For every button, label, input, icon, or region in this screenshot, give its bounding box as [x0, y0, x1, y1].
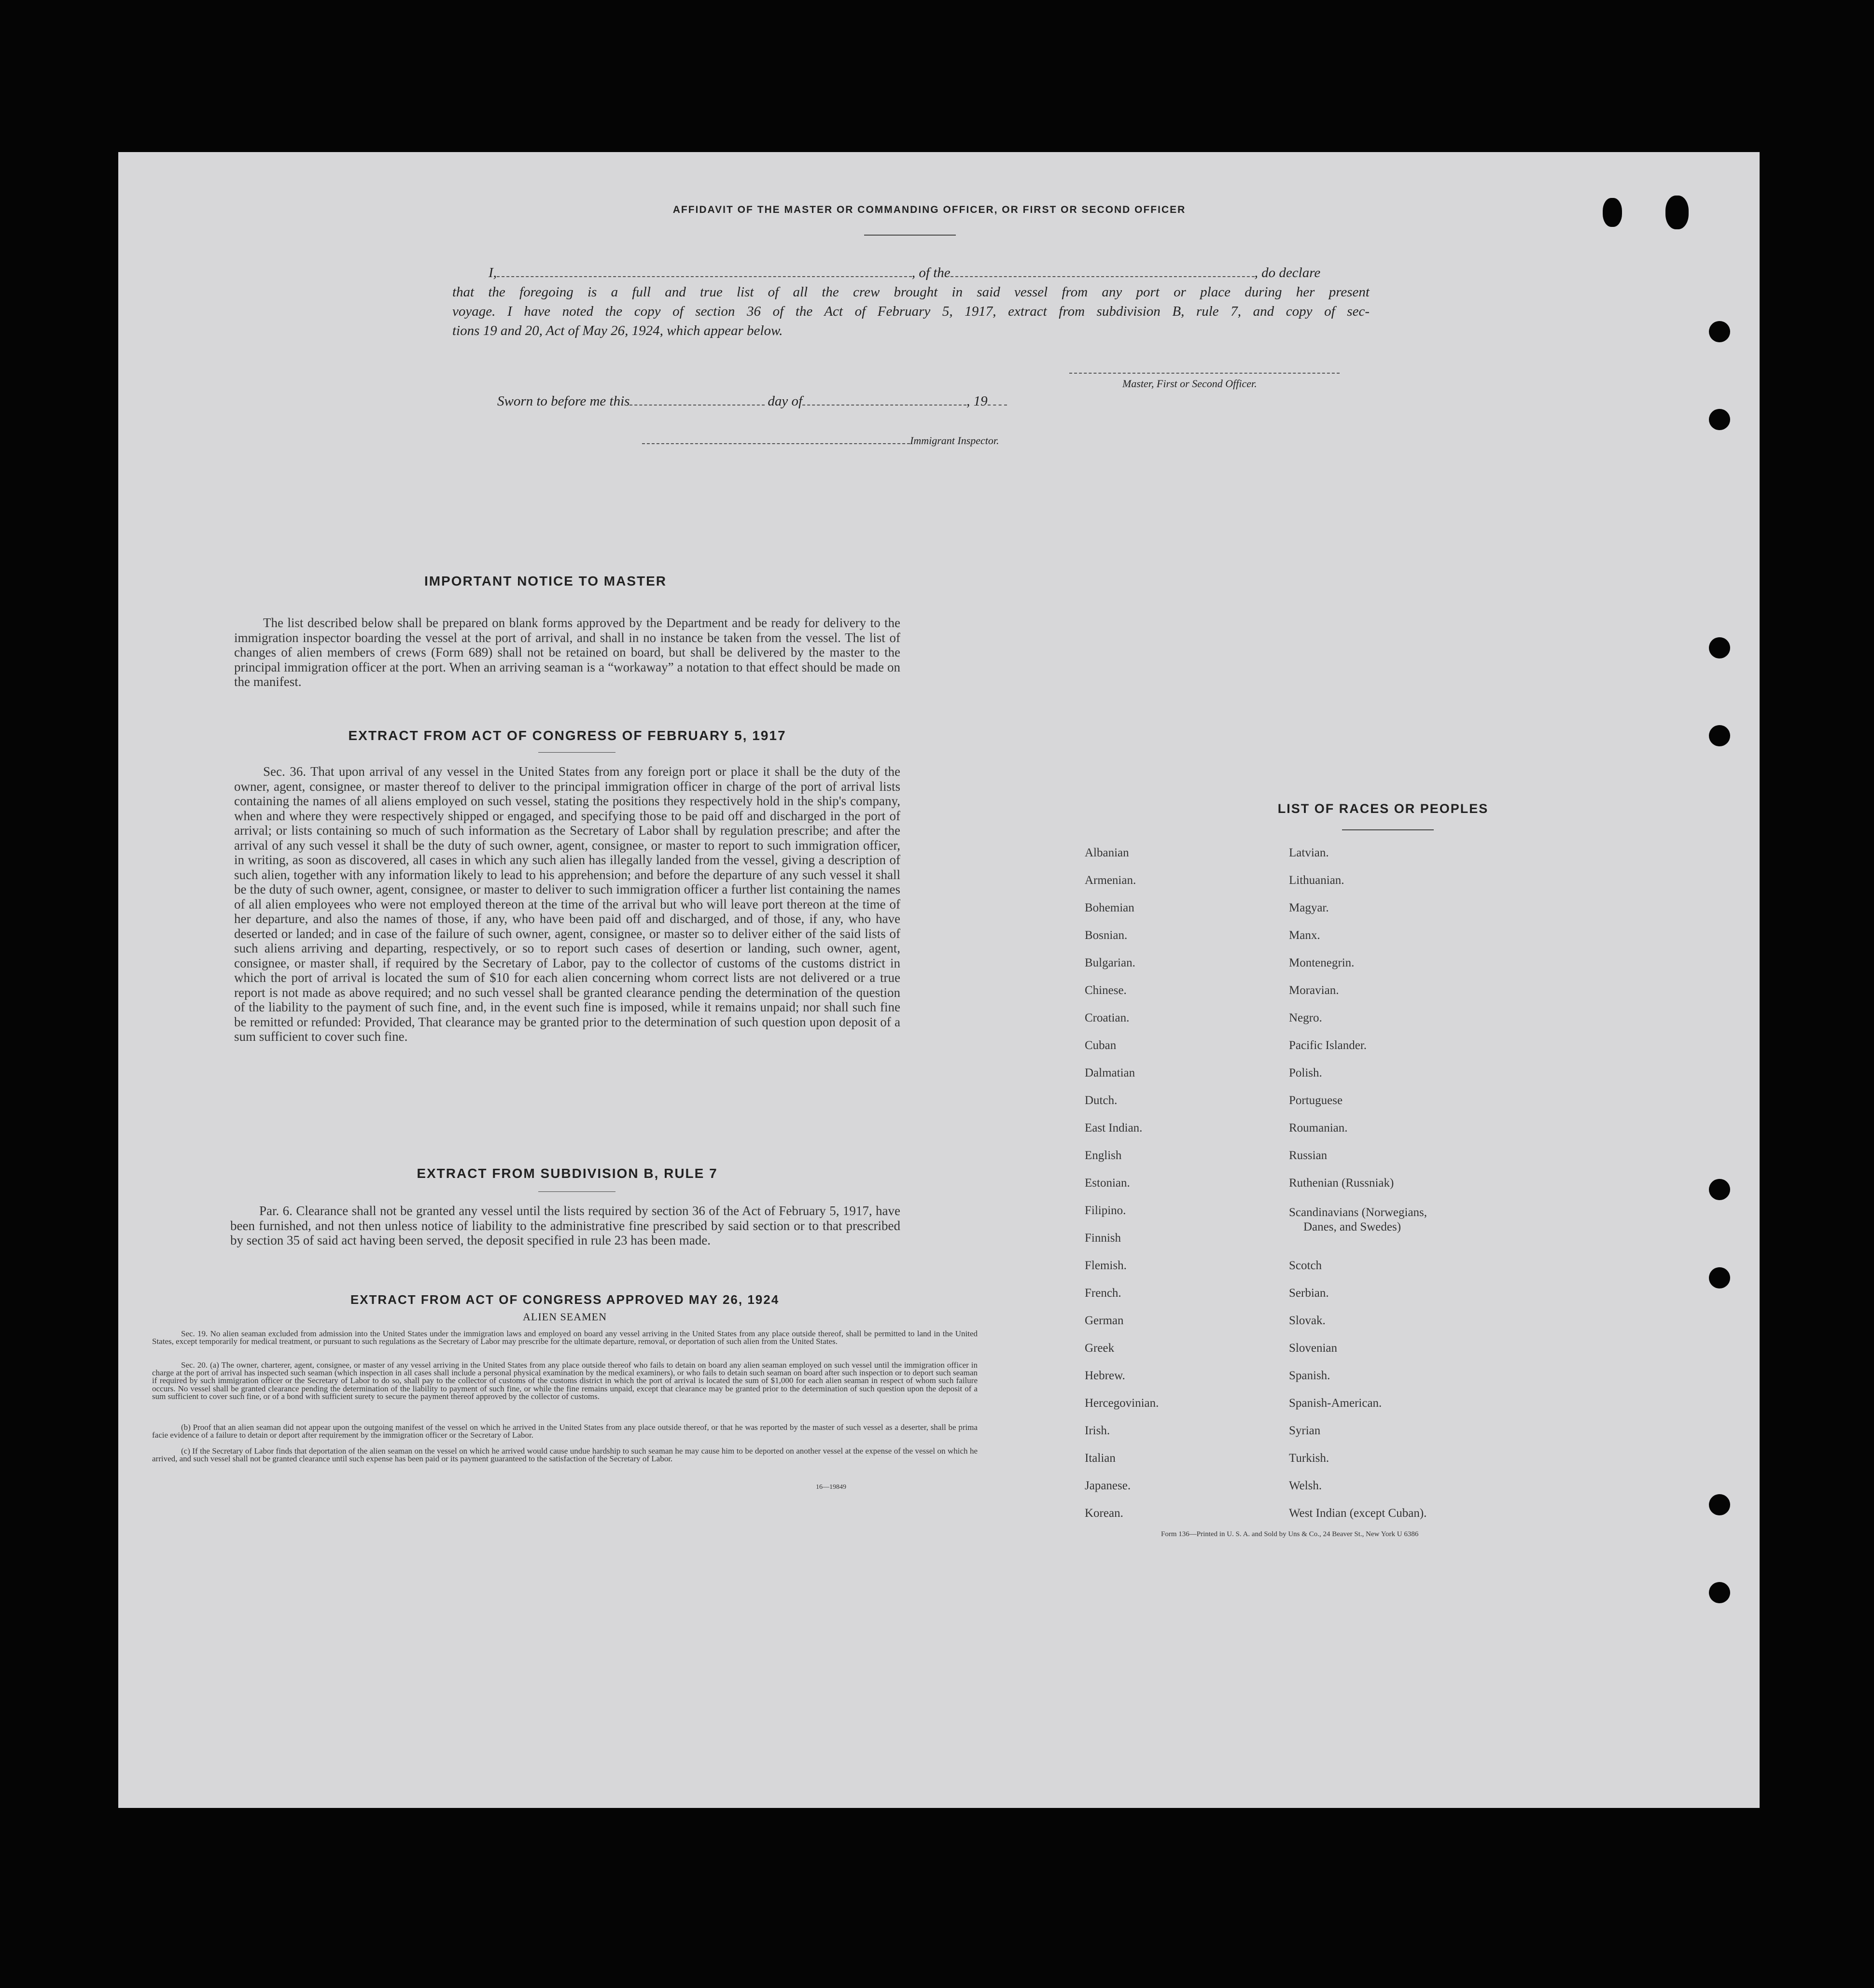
race-item: Croatian. — [1085, 1011, 1130, 1024]
race-item: Dutch. — [1085, 1094, 1118, 1107]
race-item: French. — [1085, 1287, 1121, 1300]
race-item: Greek — [1085, 1342, 1115, 1355]
race-item: Bohemian — [1085, 901, 1134, 914]
race-item: Japanese. — [1085, 1479, 1131, 1492]
race-item: Bulgarian. — [1085, 956, 1135, 969]
race-item: Irish. — [1085, 1424, 1110, 1437]
sworn-line — [497, 393, 1007, 409]
inspector-label: Immigrant Inspector. — [910, 434, 999, 447]
affidavit-declare: , do declare — [1254, 265, 1321, 280]
affidavit-title: AFFIDAVIT OF THE MASTER OR COMMANDING OFFICER, OR FIRST OR SECOND OFFICER — [672, 204, 1186, 215]
race-item: Finnish — [1085, 1232, 1121, 1245]
race-item: German — [1085, 1314, 1124, 1327]
sworn-day-field[interactable] — [629, 405, 765, 406]
name-field[interactable] — [497, 276, 912, 277]
extract-1924-sec19: Sec. 19. No alien seaman excluded from admission into the United States under the immigration laws and employed on board any vessel arriving in the United States from any place outside thereof, shall be permitted to land in the United States, except temporarily for medical treatment, or pursuant to such regulations as the Secretary of Labor may prescribe for the ultimate departure, removal, or deportation of such alien from the United States. — [152, 1329, 978, 1346]
races-title: LIST OF RACES OR PEOPLES — [1277, 801, 1489, 816]
year-text: , 19 — [966, 393, 988, 409]
race-item: Scotch — [1289, 1259, 1322, 1272]
race-item: Chinese. — [1085, 984, 1127, 997]
vessel-field[interactable] — [951, 276, 1255, 277]
race-item: Spanish-American. — [1289, 1397, 1382, 1410]
race-item: Polish. — [1289, 1066, 1322, 1079]
race-item: Roumanian. — [1289, 1121, 1348, 1134]
race-item: Serbian. — [1289, 1287, 1329, 1300]
race-item: Magyar. — [1289, 901, 1329, 914]
divider — [538, 1191, 615, 1192]
race-item: Armenian. — [1085, 874, 1136, 887]
race-item: Spanish. — [1289, 1369, 1330, 1382]
race-item: Lithuanian. — [1289, 874, 1344, 887]
race-item: Italian — [1085, 1452, 1116, 1465]
extract-1924-title: EXTRACT FROM ACT OF CONGRESS APPROVED MAY 26, 1924 — [350, 1292, 780, 1307]
race-item: Flemish. — [1085, 1259, 1127, 1272]
binder-hole — [1709, 637, 1730, 658]
extract-1924-sec20b: (b) Proof that an alien seaman did not appear upon the outgoing manifest of the vessel on which he arrived in the United States from any place outside thereof, or that he was reported by the master of such vessel as a deserter, shall be prima facie evidence of a failure to detain or deport after requirement by the immigration officer or the Secretary of Labor. — [152, 1423, 978, 1440]
extract-1917-text: Sec. 36. That upon arrival of any vessel in the United States from any foreign port or place it shall be the duty of the owner, agent, consignee, or master thereof to deliver to the principal immigration officer in charge of the port of arrival lists containing the names of all aliens employed on such vessel, stating the positions they respectively hold in the ship's company, when and where they were respectively shipped or engaged, and specifying those to be paid off and discharged in the port of arrival; or lists containing so much of such information as the Secretary of Labor shall by regulation prescribe; and after the arrival of any such vessel it shall be the duty of such owner, agent, consignee, or master to report to such immigration officer, in writing, as soon as discovered, all cases in which any such alien has illegally landed from the vessel, giving a description of such alien, together with any information likely to lead to his apprehension; and before the departure of any such vessel it shall be the duty of such owner, agent, consignee, or master to deliver to such immigration officer a further list containing the names of all alien employees who were not employed thereon at the time of the arrival but who will leave port thereon at the time of her departure, and also the names of those, if any, who have been paid off and discharged, and of those, if any, who have deserted or landed; and in case of the failure of such owner, agent, consignee, or master so to deliver either of the said lists of such aliens arriving and departing, respectively, or so to report such cases of desertion or landing, such owner, agent, consignee, or master shall, if required by the Secretary of Labor, pay to the collector of customs of the customs district in which the port of arrival is located the sum of $10 for each alien concerning whom correct lists are not delivered or a true report is not made as above required; and no such vessel shall be granted clearance pending the determination of the question of the liability to the payment of such fine, and, in the event such fine is imposed, while it remains unpaid; nor shall such fine be remitted or refunded: Provided, That clearance may be granted prior to the determination of such question upon deposit of a sum sufficient to cover such fine. — [234, 764, 900, 1044]
notice-text: The list described below shall be prepared on blank forms approved by the Department and be ready for delivery to the immigration inspector boarding the vessel at the port of arrival, and shall in no instance be taken from the vessel. The list of changes of alien members of crews (Form 689) shall not be retained on board, but shall be delivered by the master to the principal immigration officer at the port. When an arriving seaman is a “workaway” a notation to that effect should be made on the manifest. — [234, 616, 900, 689]
subdivision-b-title: EXTRACT FROM SUBDIVISION B, RULE 7 — [417, 1166, 718, 1181]
race-item: Ruthenian (Russniak) — [1289, 1176, 1394, 1190]
race-item: Filipino. — [1085, 1204, 1126, 1217]
document-page — [118, 152, 1760, 1808]
inspector-line — [642, 434, 999, 447]
master-label: Master, First or Second Officer. — [1122, 378, 1257, 390]
notice-title: IMPORTANT NOTICE TO MASTER — [424, 574, 667, 588]
race-item: Dalmatian — [1085, 1066, 1135, 1079]
extract-1924-subtitle: ALIEN SEAMEN — [523, 1311, 607, 1323]
race-item: Danes, and Swedes) — [1303, 1220, 1401, 1233]
race-item: Hebrew. — [1085, 1369, 1125, 1382]
master-signature-line[interactable] — [1069, 373, 1340, 374]
race-item: East Indian. — [1085, 1121, 1143, 1134]
sworn-text: Sworn to before me this — [497, 393, 630, 409]
extract-1924-sec20c: (c) If the Secretary of Labor finds that deportation of the alien seaman on the vessel on which he arrived would cause undue hardship to such seaman he may cause him to be deported on another vessel at the expense of the vessel on which he arrived, and such vessel shall not be granted clearance until such expense has been paid or its payment guaranteed to the satisfaction of the Secretary of Labor. — [152, 1446, 978, 1464]
sworn-year-field[interactable] — [988, 405, 1007, 406]
race-item: Negro. — [1289, 1011, 1322, 1024]
race-item: Turkish. — [1289, 1452, 1329, 1465]
binder-hole — [1709, 409, 1730, 430]
binder-hole — [1709, 725, 1730, 746]
affidavit-of-the: , of the — [911, 265, 951, 280]
race-item: Manx. — [1289, 929, 1320, 942]
day-of-text: day of — [768, 393, 803, 409]
affidavit-line-4: tions 19 and 20, Act of May 26, 1924, which appear below. — [452, 323, 783, 338]
race-item: Moravian. — [1289, 984, 1339, 997]
race-item: Syrian — [1289, 1424, 1321, 1437]
race-item: Latvian. — [1289, 846, 1329, 859]
affidavit-i: I, — [489, 265, 497, 280]
race-item: Albanian — [1085, 846, 1129, 859]
race-item: West Indian (except Cuban). — [1289, 1507, 1427, 1520]
affidavit-line-3: voyage. I have noted the copy of section 36 of the Act of February 5, 1917, extract from subdivision B, rule 7, and copy of sec- — [452, 304, 1370, 319]
race-item: Bosnian. — [1085, 929, 1128, 942]
divider — [538, 752, 615, 753]
binder-hole — [1709, 321, 1730, 342]
race-item: Welsh. — [1289, 1479, 1322, 1492]
binder-hole — [1603, 198, 1622, 227]
race-item: Korean. — [1085, 1507, 1123, 1520]
race-item: Scandinavians (Norwegians, — [1289, 1206, 1427, 1219]
subdivision-b-text: Par. 6. Clearance shall not be granted any vessel until the lists required by section 36 of the Act of February 5, 1917, have been furnished, and not then unless notice of liability to the administrative fine prescribed by said section or to that prescribed by section 35 of said act having been served, the deposit specified in rule 23 has been made. — [230, 1204, 900, 1247]
race-item: Russian — [1289, 1149, 1328, 1162]
affidavit-line-2: that the foregoing is a full and true list of all the crew brought in said vessel from any port or place during her present — [452, 284, 1370, 300]
divider — [864, 235, 956, 236]
extract-1924-sec20a: Sec. 20. (a) The owner, charterer, agent, consignee, or master of any vessel arriving in the United States from any place outside thereof who fails to detain on board any alien seaman employed on such vessel until the immigration officer in charge at the port of arrival has inspected such seaman (which inspection in all cases shall include a personal physical examination by the medical examiners), or who fails to detain such seaman on board after such inspection or to deport such seaman if required by such immigration officer or the Secretary of Labor to do so, shall pay to the collector of customs of the customs district in which the port of arrival is located the sum of $1,000 for each alien seaman in respect of whom such failure occurs. No vessel shall be granted clearance pending the determination of the liability to payment of such fine, or while the fine remains unpaid, except that clearance may be granted prior to the determination of such question upon the deposit of a sum sufficient to cover such fine, or of a bond with sufficient surety to secure the payment thereof approved by the collector of customs. — [152, 1360, 978, 1401]
binder-hole — [1709, 1267, 1730, 1288]
binder-hole — [1709, 1494, 1730, 1515]
race-item: Cuban — [1085, 1039, 1117, 1052]
race-item: Montenegrin. — [1289, 956, 1355, 969]
binder-hole — [1709, 1582, 1730, 1603]
sworn-month-field[interactable] — [802, 405, 966, 406]
inspector-signature-line[interactable] — [642, 443, 910, 444]
affidavit-declaration — [452, 263, 1370, 340]
race-item: Slovenian — [1289, 1342, 1337, 1355]
race-item: English — [1085, 1149, 1122, 1162]
divider — [1342, 829, 1434, 830]
form-code: 16—19849 — [816, 1484, 846, 1491]
race-item: Pacific Islander. — [1289, 1039, 1367, 1052]
race-item: Slovak. — [1289, 1314, 1326, 1327]
race-item: Hercegovinian. — [1085, 1397, 1159, 1410]
race-item: Portuguese — [1289, 1094, 1343, 1107]
printer-footer: Form 136—Printed in U. S. A. and Sold by Uns & Co., 24 Beaver St., New York U 6386 — [1161, 1530, 1419, 1538]
extract-1917-title: EXTRACT FROM ACT OF CONGRESS OF FEBRUARY 5, 1917 — [348, 728, 786, 743]
binder-hole — [1709, 1179, 1730, 1200]
binder-hole — [1665, 196, 1689, 229]
race-item: Estonian. — [1085, 1176, 1130, 1190]
